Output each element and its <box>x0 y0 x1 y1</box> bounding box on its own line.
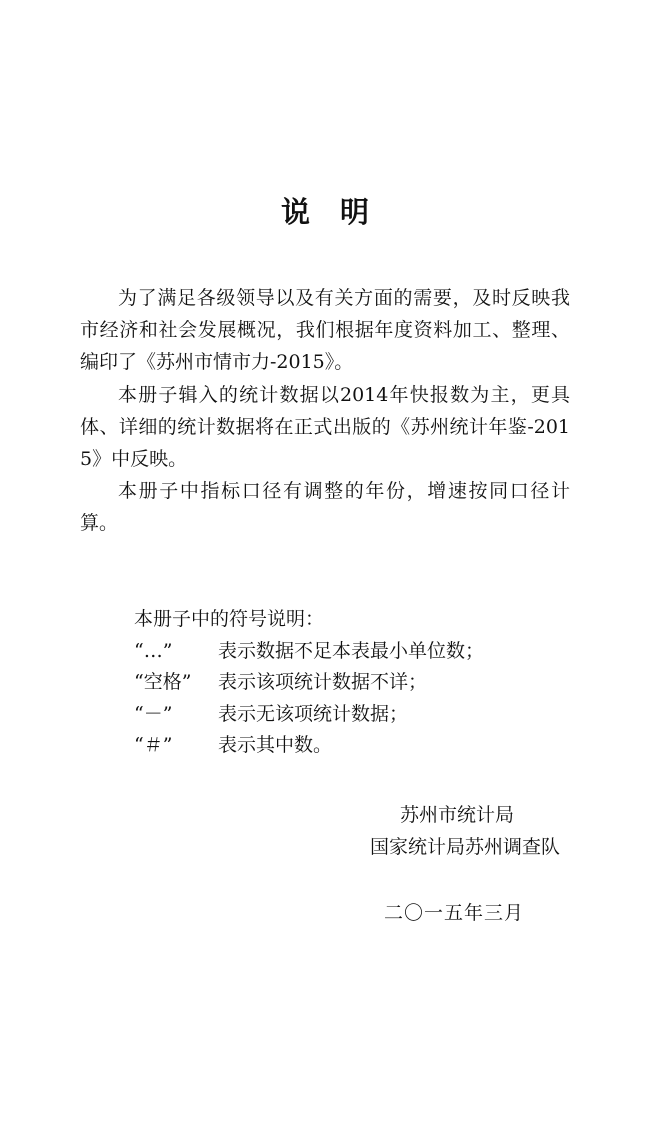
paragraph: 为了满足各级领导以及有关方面的需要，及时反映我市经济和社会发展概况，我们根据年度资料加工、整理、编印了《苏州市情市力-2015》。 <box>80 287 570 374</box>
symbol-row <box>134 667 484 699</box>
symbol-row <box>134 699 484 731</box>
explanation-body <box>80 282 570 540</box>
symbol-meaning: 表示该项统计数据不详； <box>218 671 428 693</box>
symbol-legend <box>134 604 484 762</box>
paragraph: 本册子中指标口径有调整的年份，增速按同口径计算。 <box>80 480 570 535</box>
issuer-statistics-bureau: 苏州市统计局 <box>399 804 514 826</box>
page-title: 说明 <box>280 195 399 229</box>
symbol-row <box>134 636 484 668</box>
issuer-survey-team: 国家统计局苏州调查队 <box>369 836 560 858</box>
symbol-meaning: 表示无该项统计数据； <box>218 702 409 725</box>
symbol-row <box>134 730 484 762</box>
signature-block <box>370 799 560 863</box>
issue-date: 二〇一五年三月 <box>383 902 524 924</box>
symbol-meaning: 表示其中数。 <box>218 734 333 756</box>
symbol: “－” <box>134 702 173 725</box>
symbol: “空格” <box>134 671 192 693</box>
symbol-meaning: 表示数据不足本表最小单位数； <box>218 639 485 662</box>
symbol: “＃” <box>134 734 173 756</box>
symbol: “…” <box>134 639 173 662</box>
symbol-legend-heading: 本册子中的符号说明： <box>134 608 325 630</box>
paragraph: 本册子辑入的统计数据以2014年快报数为主，更具体、详细的统计数据将在正式出版的《苏州统计年鉴-2015》中反映。 <box>80 383 570 471</box>
